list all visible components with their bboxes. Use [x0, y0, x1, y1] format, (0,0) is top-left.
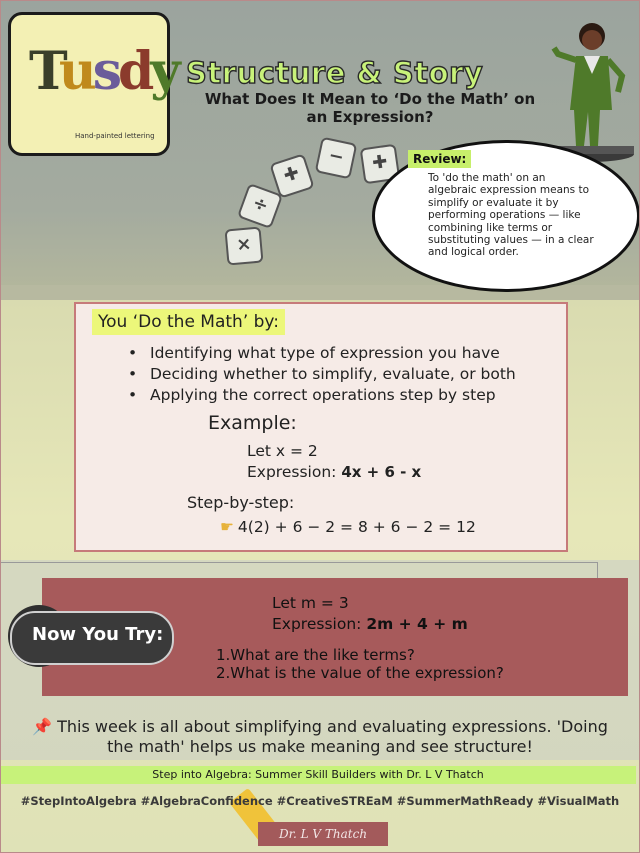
signature: Dr. L V Thatch [258, 822, 388, 846]
pointing-hand-icon: ☛ [220, 518, 234, 536]
dice-icon: ✚ [360, 144, 401, 185]
review-label: Review: [408, 150, 471, 168]
try-let: Let m = 3 [272, 594, 349, 612]
step-title: Step-by-step: [187, 493, 295, 512]
expression-label: Expression: [247, 463, 337, 481]
page-subtitle: What Does It Mean to ‘Do the Math’ on an Expression? [204, 90, 536, 126]
try-question: 1.What are the like terms? [216, 646, 415, 664]
review-text: To 'do the math' on an algebraic expression means to simplify or evaluate it by performing operations — like combining like terms or substituting values — in a clear and logical order. [428, 172, 594, 259]
pushpin-icon: 📌 [32, 717, 53, 736]
try-expression-label: Expression: [272, 615, 362, 633]
main-card-title: You ‘Do the Math’ by: [92, 309, 285, 335]
try-expression-value: 2m + 4 + m [366, 615, 468, 633]
list-item: • Deciding whether to simplify, evaluate, or both [128, 364, 516, 385]
footer-banner-text: Step into Algebra: Summer Skill Builders with Dr. L V Thatch [152, 768, 484, 781]
dice-icon: ÷ [237, 183, 283, 229]
expression-value: 4x + 6 - x [341, 463, 422, 481]
list-item: • Identifying what type of expression you have [128, 343, 516, 364]
dice-icon: × [224, 226, 263, 265]
page-title: Structure & Story [186, 56, 484, 90]
try-question: 2.What is the value of the expression? [216, 664, 504, 682]
example-let: Let x = 2 [247, 442, 318, 460]
dice-icon: ✚ [269, 153, 314, 198]
logo-word: Tusdy [29, 41, 177, 102]
logo-caption: Hand-painted lettering [75, 132, 155, 140]
step-equation: 4(2) + 6 − 2 = 8 + 6 − 2 = 12 [237, 518, 476, 536]
list-item: • Applying the correct operations step by step [128, 385, 516, 406]
dice-icon: − [315, 137, 358, 180]
hashtags: #StepIntoAlgebra #AlgebraConfidence #CreativeSTREaM #SummerMathReady #VisualMath [20, 794, 620, 808]
note-text: This week is all about simplifying and evaluating expressions. 'Doing the math' helps us make meaning and see structure! [57, 717, 608, 756]
try-label: Now You Try: [32, 624, 164, 645]
example-title: Example: [208, 412, 297, 434]
